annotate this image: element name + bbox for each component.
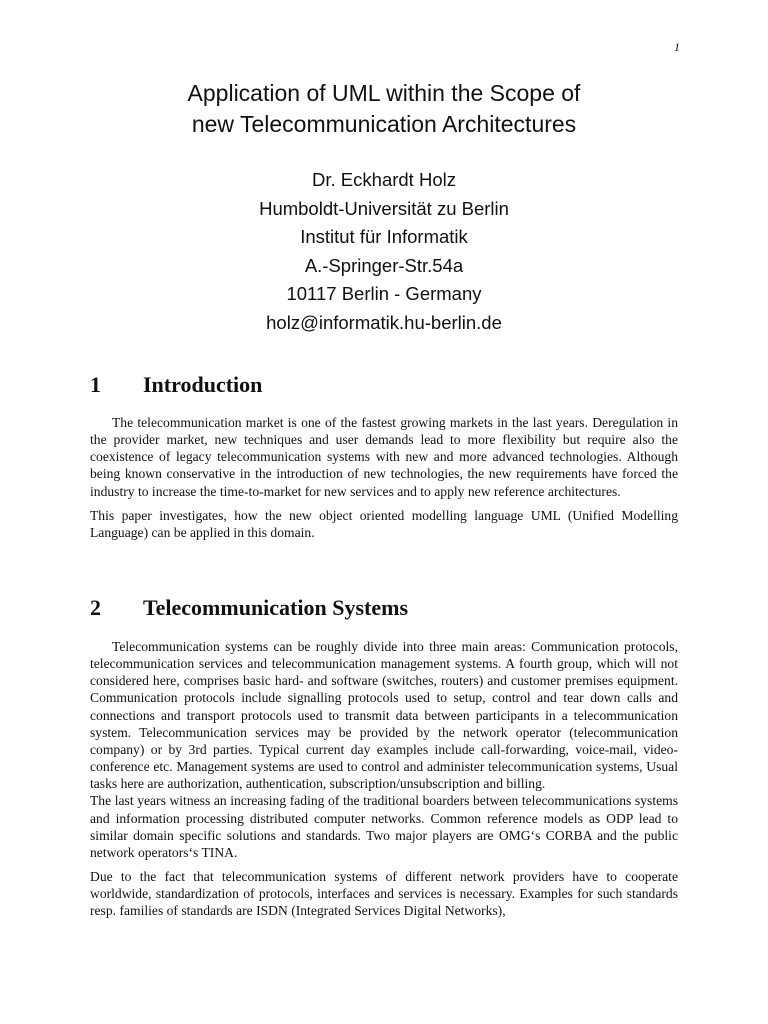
author-block	[90, 166, 678, 337]
section-number: 1	[90, 372, 101, 397]
author-city: 10117 Berlin - Germany	[286, 283, 482, 304]
title-line-1: Application of UML within the Scope of	[187, 80, 581, 106]
author-street: A.-Springer-Str.54a	[304, 254, 464, 276]
paragraph: Telecommunication systems can be roughly divide into three main areas: Communication protocols, telecommunication services and telecommunication management systems. A fourth group, which will not considered here, comprises basic hard- and software (switches, routers) and customer premises equipment. Communication protocols include signalling protocols used to setup, control and tear down calls and connections and transport protocols used to transmit data between participants in a telecommunication system. Telecommunication services may be provided by the network operator (telecommunication company) or by 3rd parties. Typical current day examples include call-forwarding, voice-mail, video-conference etc. Management systems are used to control and administer telecommunication systems, Usual tasks here are authorization, authentication, subscription/unsubscription and billing.	[90, 639, 678, 792]
author-name: Dr. Eckhardt Holz	[312, 169, 456, 190]
author-institute: Institut für Informatik	[300, 226, 468, 247]
section-body-telecommunication-systems	[90, 638, 678, 920]
paragraph: This paper investigates, how the new object oriented modelling language UML (Unified Modelling Language) can be applied in this domain.	[90, 507, 678, 540]
author-email: holz@informatik.hu-berlin.de	[266, 311, 502, 333]
paragraph: The telecommunication market is one of the fastest growing markets in the last years. Deregulation in the provider market, new techniques and user demands lead to more flexibility but require also the coexistence of legacy telecommunication systems with new and more advanced technologies. Although being known conservative in the introduction of new technologies, the new requirements have forced the industry to increase the time-to-market for new services and to apply new reference architectures.	[90, 415, 678, 499]
paragraph: Due to the fact that telecommunication systems of different network providers have to cooperate worldwide, standardization of protocols, interfaces and services is necessary. Examples for such standards resp. families of standards are ISDN (Integrated Services Digital Networks),	[90, 869, 678, 919]
section-heading-introduction	[90, 371, 678, 399]
section-heading-telecommunication-systems	[90, 594, 678, 622]
section-body-introduction	[90, 414, 678, 541]
author-affiliation: Humboldt-Universität zu Berlin	[259, 197, 509, 219]
page-number: 1	[674, 40, 680, 54]
section-number: 2	[90, 595, 101, 620]
title-line-2: new Telecommunication Architectures	[191, 111, 577, 137]
section-title: Telecommunication Systems	[143, 595, 409, 620]
section-title: Introduction	[143, 372, 263, 397]
paper-title	[90, 78, 678, 140]
paragraph: The last years witness an increasing fading of the traditional boarders between telecommunications systems and information processing distributed computer networks. Common reference models as ODP lead to similar domain specific solutions and standards. Two major players are OMG‘s CORBA and the public network operators‘s TINA.	[90, 793, 678, 860]
